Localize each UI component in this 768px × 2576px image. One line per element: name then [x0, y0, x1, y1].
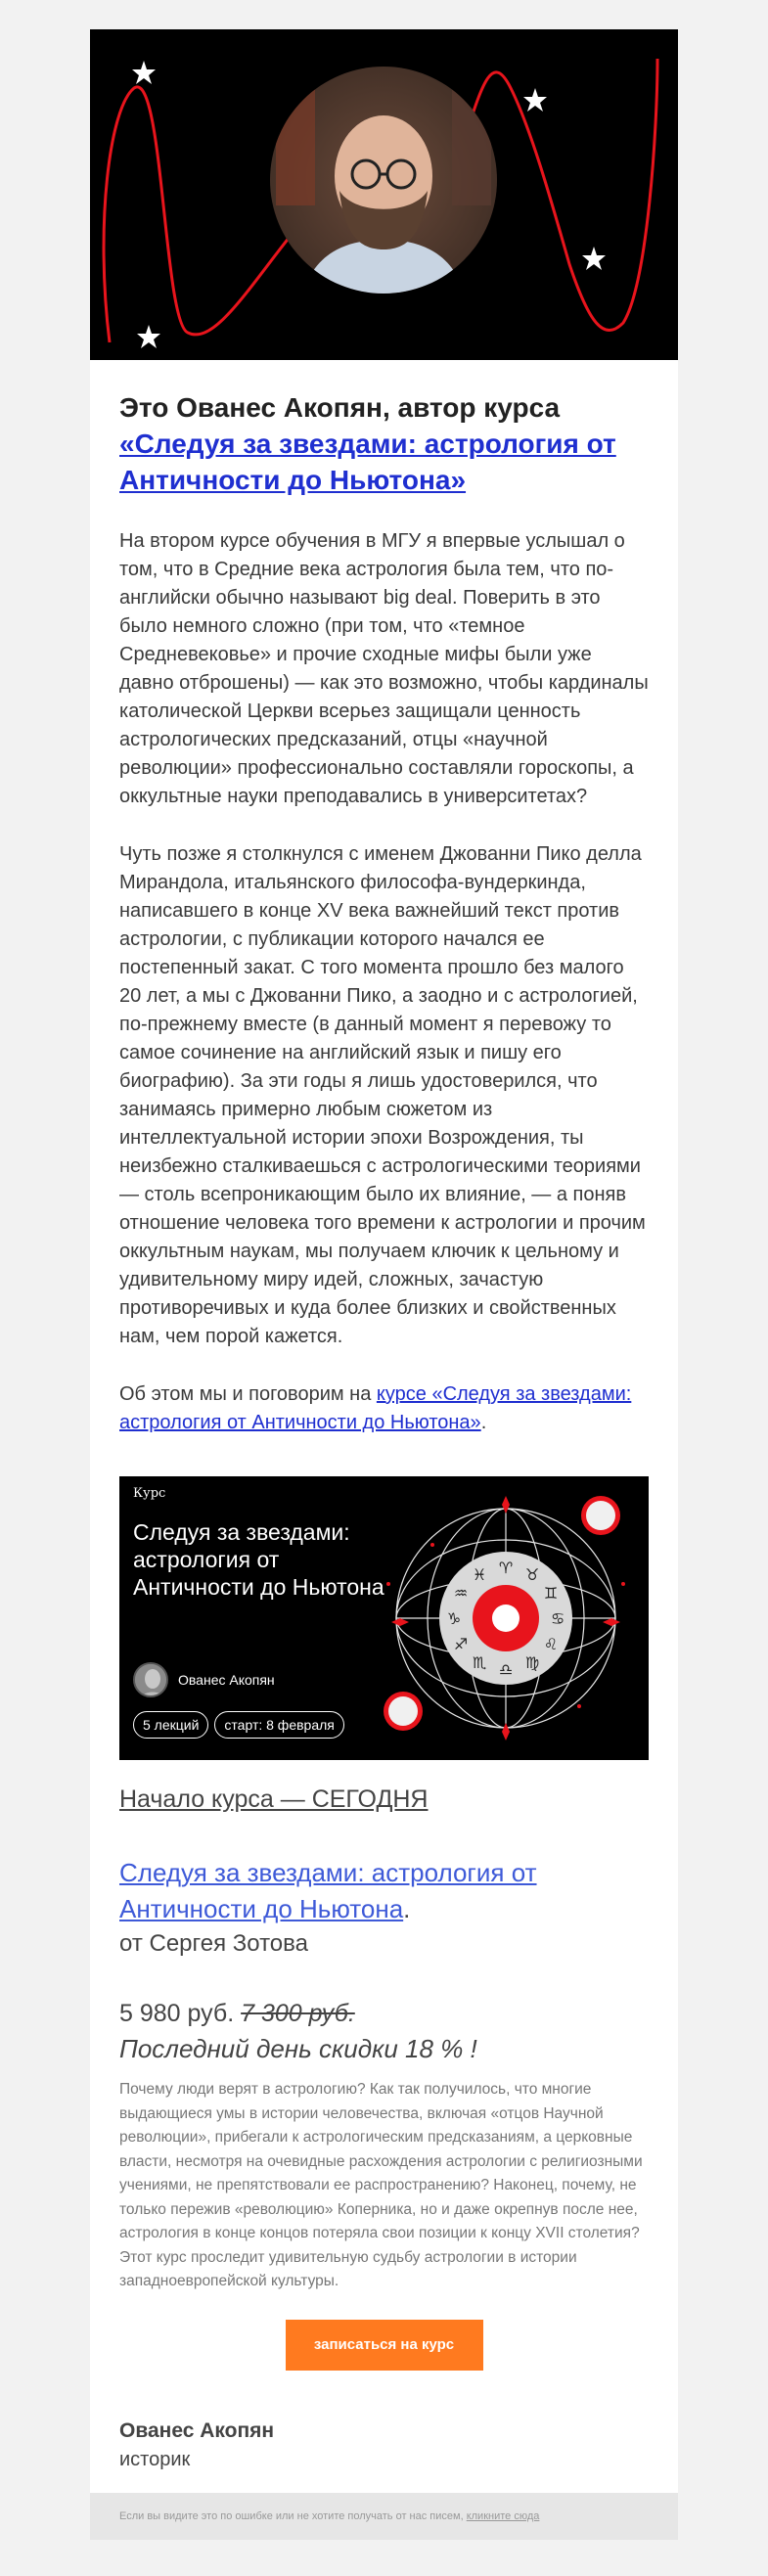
unsubscribe-link[interactable]: кликните сюда	[466, 2509, 540, 2522]
banner-pills	[133, 1711, 344, 1739]
headline-course-link[interactable]: «Следуя за звездами: астрология от Античности до Ньютона»	[119, 429, 616, 495]
email-container	[90, 29, 678, 2540]
svg-text:♎: ♎	[498, 1660, 514, 1679]
author-photo	[266, 59, 501, 303]
footer	[90, 2493, 678, 2540]
svg-text:♒: ♒	[453, 1584, 469, 1603]
signature-role: историк	[119, 2448, 191, 2470]
price-old: 7 300 руб.	[241, 2000, 355, 2027]
svg-text:♋: ♋	[550, 1609, 565, 1628]
paragraph-course-link[interactable]: курсе «Следуя за звездами: астрология от Античности до Ньютона»	[119, 1383, 632, 1433]
paragraph-1: На втором курсе обучения в МГУ я впервые услышал о том, что в Средние века астрология была тем, что по-английски обычно называют big deal. Поверить в это было немного сложно (при том, что «темное Средневековье» и прочие сходные мифы были уже давно отброшены) — как это возможно, чтобы кардиналы католической Церкви всерьез защищали ценность астрологических предсказаний, отцы «научной революции» профессионально составляли гороскопы, а оккультные науки преподавались в университетах?	[119, 530, 649, 807]
svg-text:♈: ♈	[498, 1559, 514, 1577]
course-title	[119, 1855, 649, 1927]
course-description: Почему люди верят в астрологию? Как так получилось, что многие выдающиеся умы в истории человечества, включая «отцов Научной революции», прибегали к астрологическим предсказаниям, а церковные власти, несмотря на очевидные расхождения астрологии с религиозными учениями, не препятствовали ее распространению? Наконец, почему, не только пережив «революцию» Коперника, но и даже окрепнув после нее, астрология в конце концов потеряла свои позиции к концу XVII столетия? Этот курс проследит удивительную судьбу астрологии в истории западноевропейской культуры.	[119, 2081, 643, 2289]
avatar	[133, 1662, 168, 1697]
hero-illustration	[90, 29, 678, 360]
svg-text:♍: ♍	[524, 1653, 540, 1672]
price-line	[119, 2000, 649, 2028]
signature-name: Ованес Акопян	[119, 2418, 275, 2442]
discount-text: Последний день скидки 18 % !	[119, 2034, 477, 2063]
banner-text	[133, 1486, 387, 1601]
banner-author-name: Ованес Акопян	[178, 1672, 275, 1688]
svg-text:♊: ♊	[543, 1584, 559, 1603]
svg-text:♐: ♐	[453, 1635, 469, 1653]
course-title-link[interactable]: Следуя за звездами: астрология от Античности до Ньютона	[119, 1858, 537, 1923]
svg-text:♏: ♏	[472, 1653, 487, 1672]
course-start-line: Начало курса — СЕГОДНЯ	[119, 1785, 429, 1813]
svg-text:♌: ♌	[543, 1635, 559, 1653]
paragraph-3-intro: Об этом мы и поговорим на	[119, 1383, 377, 1405]
svg-text:♉: ♉	[524, 1565, 540, 1584]
course-banner[interactable]	[119, 1476, 649, 1760]
paragraph-3	[119, 1380, 649, 1437]
svg-text:♓: ♓	[472, 1565, 487, 1584]
cta-wrapper	[119, 2320, 649, 2371]
paragraph-2: Чуть позже я столкнулся с именем Джованни Пико делла Мирандола, итальянского философа-вундеркинда, написавшего в конце XV века важнейший текст против астрологии, с публикации которого начался ее постепенный закат. С того момента прошло без малого 20 лет, а мы с Джованни Пико, а заодно и с астрологией, по-прежнему вместе (в данный момент я перевожу то самое сочинение на английский язык и пишу его биографию). За эти годы я лишь удостоверился, что занимаясь примерно любым сюжетом из интеллектуальной истории эпохи Возрождения, ты неизбежно сталкиваешься с астрологическими теориями — столь всепроникающим было их влияние, — а поняв отношение человека того времени к астрологии и прочим оккультным наукам, мы получаем ключик к цельному и удивительному миру идей, сложных, зачастую противоречивых и куда более близких и свойственных нам, чем порой кажется.	[119, 843, 646, 1347]
banner-author	[133, 1662, 275, 1697]
footer-text: Если вы видите это по ошибке или не хотите получать от нас писем,	[119, 2509, 467, 2522]
enroll-button[interactable]: записаться на курс	[286, 2320, 483, 2371]
price-new: 5 980 руб.	[119, 2000, 235, 2027]
course-author-line: от Сергея Зотова	[119, 1930, 308, 1957]
banner-title: Следуя за звездами: астрология от Античности до Ньютона	[133, 1519, 384, 1600]
hero-image	[90, 29, 678, 360]
headline-intro: Это Ованес Акопян, автор курса	[119, 392, 561, 423]
svg-text:♑: ♑	[446, 1609, 462, 1628]
email-body	[90, 360, 678, 2471]
banner-logo: Курс	[133, 1486, 166, 1501]
start-date-badge: старт: 8 февраля	[214, 1711, 343, 1739]
paragraph-3-end: .	[480, 1412, 487, 1433]
page-title	[119, 360, 649, 498]
lectures-badge: 5 лекций	[133, 1711, 208, 1739]
course-title-end: .	[403, 1894, 411, 1923]
